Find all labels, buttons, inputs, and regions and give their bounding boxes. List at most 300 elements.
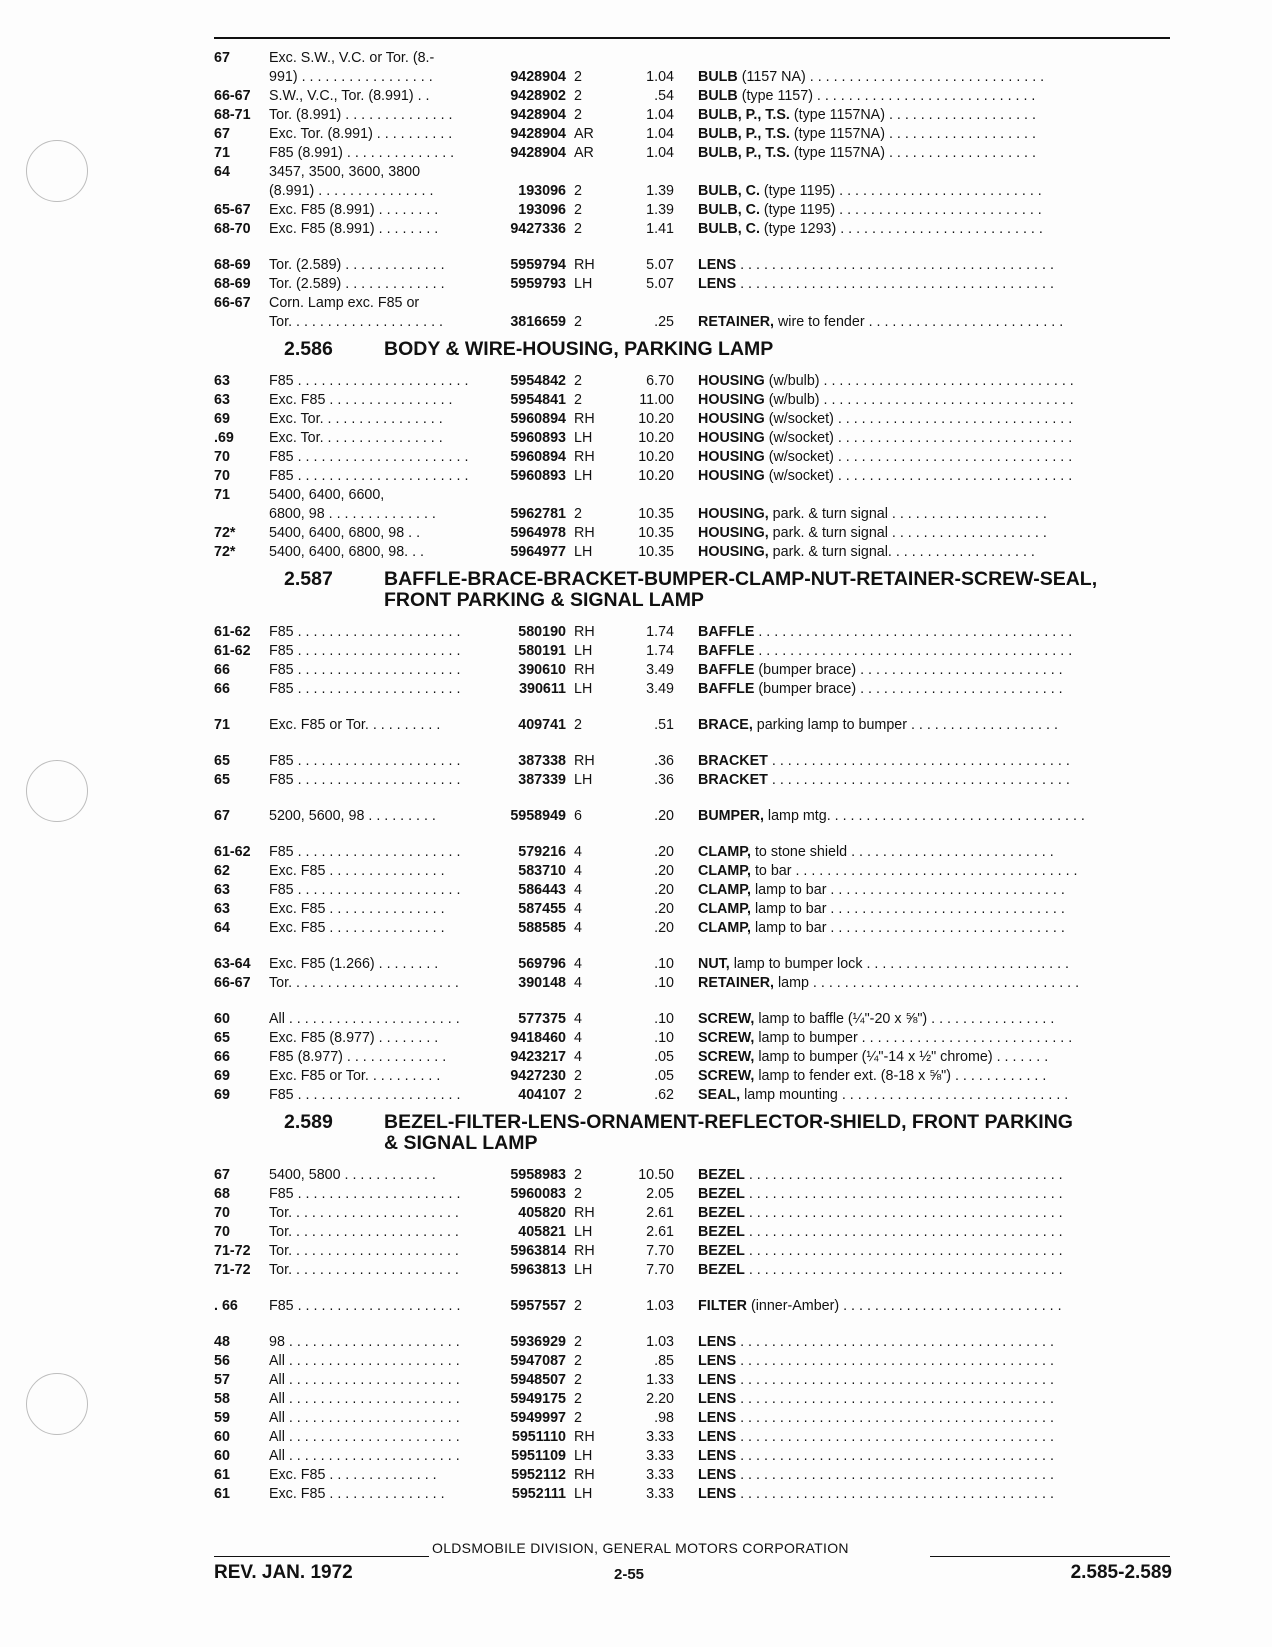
part-number: 5951110 [511,1429,566,1445]
part-name-keyword: BULB, C. [698,221,760,237]
list-price: 5.07 [646,276,674,292]
part-name-keyword: BUMPER, [698,808,764,824]
parts-row [214,1048,1170,1067]
part-name-detail: lamp . . . . . . . . . . . . . . . . . . . . . . . . . . . . . . . . . . [774,975,1080,991]
part-name [674,220,1170,239]
quantity: 2 [574,107,582,123]
model-year: 69 [214,411,230,427]
part-name-keyword: LENS [698,1467,737,1483]
part-name-detail: (w/socket) . . . . . . . . . . . . . . . . . . . . . . . . . . . . . . [764,468,1073,484]
part-number: 5957557 [510,1298,566,1314]
model-year: 66-67 [214,295,251,311]
quantity: 2 [574,1087,582,1103]
part-number: 405821 [518,1224,566,1240]
part-name-keyword: LENS [698,1353,737,1369]
parts-row [214,467,1170,486]
model-year: 60 [214,1448,230,1464]
model-description: F85 . . . . . . . . . . . . . . . . . . . . . [269,1298,461,1314]
list-price: 2.61 [646,1205,674,1221]
part-name-detail: . . . . . . . . . . . . . . . . . . . . . . . . . . . . . . . . . . . . . . . . [736,1429,1054,1445]
parts-row [214,1390,1170,1409]
part-name-keyword: LENS [698,276,737,292]
footer-revision: REV. JAN. 1972 [214,1562,353,1583]
part-number: 5962781 [510,506,566,522]
part-name-keyword: BAFFLE [698,662,755,678]
part-name [674,524,1170,543]
model-year: 71 [214,145,230,161]
model-description: Tor. (2.589) . . . . . . . . . . . . . [269,276,445,292]
part-name-keyword: CLAMP, [698,863,751,879]
part-name-detail: lamp to bumper (¼"-14 x ½" chrome) . . . . . . . [754,1049,1049,1065]
section-title-line: & SIGNAL LAMP [384,1132,538,1154]
model-year: 63 [214,392,230,408]
model-description: All . . . . . . . . . . . . . . . . . . . . . . [269,1391,460,1407]
list-price: .85 [654,1353,674,1369]
part-name [674,1485,1170,1504]
part-name [674,661,1170,680]
parts-row [214,974,1170,993]
parts-row [214,1029,1170,1048]
list-price: 2.61 [646,1224,674,1240]
quantity: RH [574,662,595,678]
model-year: 67 [214,126,230,142]
part-number: 5948507 [510,1372,566,1388]
model-description: 5400, 5800 . . . . . . . . . . . . [269,1167,436,1183]
part-number: 5958983 [510,1167,566,1183]
footer-rule-right [930,1556,1170,1557]
parts-row [214,1485,1170,1504]
part-name-keyword: LENS [698,1448,737,1464]
part-name [674,881,1170,900]
part-name-detail: (w/bulb) . . . . . . . . . . . . . . . . . . . . . . . . . . . . . . . . [764,392,1074,408]
section-title-line: BAFFLE-BRACE-BRACKET-BUMPER-CLAMP-NUT-RETAINER-SCREW-SEAL, [384,568,1098,590]
part-name-detail: (w/bulb) . . . . . . . . . . . . . . . . . . . . . . . . . . . . . . . . [764,373,1074,389]
model-year: 70 [214,449,230,465]
top-rule [214,37,1170,39]
model-year: 67 [214,808,230,824]
part-name [674,144,1170,163]
part-number: 569796 [518,956,566,972]
part-name-detail: . . . . . . . . . . . . . . . . . . . . . . . . . . . . . . . . . . . . . . . . [736,1334,1054,1350]
part-name [674,642,1170,661]
list-price: 1.74 [646,624,674,640]
model-year: 58 [214,1391,230,1407]
quantity: 2 [574,1167,582,1183]
parts-row [214,881,1170,900]
part-name [674,1261,1170,1280]
section-title-line: BODY & WIRE-HOUSING, PARKING LAMP [384,338,774,360]
part-name-keyword: CLAMP, [698,882,751,898]
parts-row [214,862,1170,881]
model-description: Exc. F85 . . . . . . . . . . . . . . . [269,920,445,936]
model-year: 68-69 [214,276,251,292]
quantity: 2 [574,202,582,218]
part-name [674,106,1170,125]
part-name-detail: . . . . . . . . . . . . . . . . . . . . . . . . . . . . . . . . . . . . . . . . [736,1467,1054,1483]
model-description: F85 . . . . . . . . . . . . . . . . . . . . . [269,681,461,697]
model-description: Exc. F85 (8.991) . . . . . . . . [269,202,439,218]
quantity: AR [574,145,594,161]
parts-row [214,294,1170,313]
model-description: Exc. F85 (8.977) . . . . . . . . [269,1030,439,1046]
list-price: 1.04 [646,69,674,85]
part-name-detail: lamp to bumper . . . . . . . . . . . . . . . . . . . . . . . . . . . [754,1030,1073,1046]
part-name-keyword: BULB [698,69,738,85]
part-name-detail: lamp mounting . . . . . . . . . . . . . . . . . . . . . . . . . . . . . [740,1087,1069,1103]
parts-row [214,163,1170,182]
part-number: 5959794 [510,257,566,273]
model-year: 71-72 [214,1262,251,1278]
quantity: LH [574,1224,593,1240]
part-name-detail: (bumper brace) . . . . . . . . . . . . . . . . . . . . . . . . . . [754,662,1063,678]
part-number: 405820 [518,1205,566,1221]
part-number: 9428904 [510,107,566,123]
part-name [674,467,1170,486]
parts-row [214,505,1170,524]
part-name-detail: . . . . . . . . . . . . . . . . . . . . . . . . . . . . . . . . . . . . . . . . [736,257,1054,273]
part-name-keyword: RETAINER, [698,975,774,991]
list-price: 3.33 [646,1467,674,1483]
quantity: 4 [574,882,582,898]
part-number: 5936929 [510,1334,566,1350]
part-name-detail: . . . . . . . . . . . . . . . . . . . . . . . . . . . . . . . . . . . . . . [767,772,1070,788]
part-name [674,771,1170,790]
model-year: 66 [214,1049,230,1065]
list-price: .54 [654,88,674,104]
parts-row [214,182,1170,201]
part-number: 580190 [518,624,566,640]
part-name [674,313,1170,332]
part-name-keyword: HOUSING [698,430,765,446]
part-number: 587455 [518,901,566,917]
parts-row [214,1185,1170,1204]
quantity: LH [574,430,593,446]
model-description: 6800, 98 . . . . . . . . . . . . . . [269,506,436,522]
part-number: 588585 [518,920,566,936]
model-description: All . . . . . . . . . . . . . . . . . . . . . . [269,1372,460,1388]
part-name-keyword: BRACKET [698,753,768,769]
part-name [674,752,1170,771]
parts-row [214,1333,1170,1352]
quantity: 4 [574,1030,582,1046]
part-name-keyword: LENS [698,1391,737,1407]
parts-row [214,1204,1170,1223]
parts-row [214,256,1170,275]
quantity: 2 [574,1068,582,1084]
model-description: F85 . . . . . . . . . . . . . . . . . . . . . [269,662,461,678]
part-name [674,919,1170,938]
part-name-keyword: LENS [698,257,737,273]
model-year: 68-71 [214,107,251,123]
list-price: .05 [654,1049,674,1065]
part-name [674,1048,1170,1067]
part-name [674,1010,1170,1029]
part-name-detail: . . . . . . . . . . . . . . . . . . . . . . . . . . . . . . . . . . . . . . . . [736,1410,1054,1426]
part-name-detail: . . . . . . . . . . . . . . . . . . . . . . . . . . . . . . . . . . . . . . . . [754,643,1073,659]
part-name-keyword: LENS [698,1334,737,1350]
part-name-detail: lamp to baffle (¼"-20 x ⅝") . . . . . . . . . . . . . . . . [754,1011,1055,1027]
punch-hole-middle [26,760,88,822]
model-year: 66-67 [214,88,251,104]
part-name-detail: . . . . . . . . . . . . . . . . . . . . . . . . . . . . . . . . . . . . . . . . [754,624,1073,640]
part-name-keyword: FILTER [698,1298,747,1314]
part-name [674,623,1170,642]
model-description: All . . . . . . . . . . . . . . . . . . . . . . [269,1353,460,1369]
parts-row [214,1297,1170,1316]
part-name-keyword: LENS [698,1372,737,1388]
part-name-detail: lamp to bumper lock . . . . . . . . . . . . . . . . . . . . . . . . . . [729,956,1070,972]
section-heading [214,339,1170,360]
model-description: Tor. (2.589) . . . . . . . . . . . . . [269,257,445,273]
part-name-detail: to bar . . . . . . . . . . . . . . . . . . . . . . . . . . . . . . . . . . . . [750,863,1078,879]
part-name-detail: parking lamp to bumper . . . . . . . . . . . . . . . . . . . [752,717,1058,733]
quantity: RH [574,1243,595,1259]
quantity: 6 [574,808,582,824]
part-name [674,275,1170,294]
part-name-keyword: HOUSING, [698,544,769,560]
model-year: 63 [214,373,230,389]
quantity: 2 [574,69,582,85]
model-description: 5400, 6400, 6800, 98. . . [269,544,425,560]
model-year: 60 [214,1429,230,1445]
section-title [384,569,1170,611]
parts-row [214,771,1170,790]
part-name [674,543,1170,562]
model-description: Exc. F85 . . . . . . . . . . . . . . . [269,1486,445,1502]
part-number: 5952112 [511,1467,566,1483]
parts-row [214,1086,1170,1105]
list-price: 3.33 [646,1486,674,1502]
model-year: 62 [214,863,230,879]
parts-row [214,1223,1170,1242]
list-price: .20 [654,808,674,824]
model-year: 65 [214,1030,230,1046]
list-price: 2.20 [646,1391,674,1407]
list-price: 1.04 [646,126,674,142]
quantity: 4 [574,1011,582,1027]
part-name-detail: . . . . . . . . . . . . . . . . . . . . . . . . . . . . . . . . . . . . . . . . [736,1372,1054,1388]
part-number: 193096 [518,183,566,199]
model-year: .69 [214,430,234,446]
part-name-detail: . . . . . . . . . . . . . . . . . . . . . . . . . . . . . . . . . . . . . . . . [736,276,1054,292]
quantity: LH [574,1262,593,1278]
part-name-keyword: SEAL, [698,1087,741,1103]
list-price: 1.39 [646,202,674,218]
parts-row [214,372,1170,391]
footer-page-number: 2-55 [614,1566,645,1583]
part-name-detail: . . . . . . . . . . . . . . . . . . . . . . . . . . . . . . . . . . . . . . . . [736,1448,1054,1464]
list-price: .98 [654,1410,674,1426]
model-year: 72* [214,544,236,560]
list-price: 1.04 [646,145,674,161]
parts-row [214,106,1170,125]
model-description: Exc. Tor. . . . . . . . . . . . . . . . [269,430,443,446]
model-year: 70 [214,1224,230,1240]
model-description: Tor. . . . . . . . . . . . . . . . . . . . . . [269,1243,459,1259]
model-description: F85 (8.991) . . . . . . . . . . . . . . [269,145,455,161]
list-price: 7.70 [646,1243,674,1259]
part-name [674,125,1170,144]
list-price: 11.00 [639,392,674,408]
quantity: 2 [574,1186,582,1202]
model-year: 64 [214,164,230,180]
part-number: 387339 [518,772,566,788]
model-description: F85 . . . . . . . . . . . . . . . . . . . . . [269,643,461,659]
part-name-keyword: CLAMP, [698,901,751,917]
model-description: All . . . . . . . . . . . . . . . . . . . . . . [269,1011,460,1027]
part-number: 193096 [518,202,566,218]
list-price: 1.39 [646,183,674,199]
part-name [674,1447,1170,1466]
parts-row [214,448,1170,467]
quantity: 2 [574,1334,582,1350]
part-name-detail: park. & turn signal. . . . . . . . . . . . . . . . . . . [768,544,1035,560]
list-price: .10 [654,1030,674,1046]
model-description: F85 . . . . . . . . . . . . . . . . . . . . . . [269,468,469,484]
part-number: 5952111 [511,1486,566,1502]
part-number: 5947087 [510,1353,566,1369]
part-number: 9427336 [510,221,566,237]
part-name [674,843,1170,862]
quantity: RH [574,449,595,465]
section-number: 2.587 [284,568,333,590]
parts-row [214,391,1170,410]
list-price: .20 [654,901,674,917]
quantity: 4 [574,901,582,917]
part-name-keyword: HOUSING, [698,525,769,541]
model-description: 5200, 5600, 98 . . . . . . . . . [269,808,436,824]
parts-row [214,752,1170,771]
parts-row [214,1466,1170,1485]
model-year: 71-72 [214,1243,251,1259]
model-description: All . . . . . . . . . . . . . . . . . . . . . . [269,1429,460,1445]
part-name [674,716,1170,735]
model-year: 59 [214,1410,230,1426]
part-name [674,448,1170,467]
parts-row [214,1371,1170,1390]
part-name-keyword: BULB, P., T.S. [698,107,790,123]
part-number: 387338 [518,753,566,769]
part-number: 5949997 [510,1410,566,1426]
quantity: LH [574,544,593,560]
part-name-detail: . . . . . . . . . . . . . . . . . . . . . . . . . . . . . . . . . . . . . . [767,753,1070,769]
model-year: 64 [214,920,230,936]
part-name [674,391,1170,410]
part-name [674,68,1170,87]
model-description: All . . . . . . . . . . . . . . . . . . . . . . [269,1448,460,1464]
part-name-detail: . . . . . . . . . . . . . . . . . . . . . . . . . . . . . . . . . . . . . . . . [744,1205,1063,1221]
parts-row [214,87,1170,106]
part-name-detail: park. & turn signal . . . . . . . . . . . . . . . . . . . . [768,525,1047,541]
part-name-keyword: HOUSING, [698,506,769,522]
quantity: 2 [574,1391,582,1407]
quantity: RH [574,1467,595,1483]
parts-row [214,313,1170,332]
model-description: 5400, 6400, 6600, [269,487,385,503]
part-name [674,1352,1170,1371]
part-name-keyword: BEZEL [698,1224,745,1240]
list-price: 2.05 [646,1186,674,1202]
part-number: 9428904 [510,69,566,85]
section-title [384,1112,1170,1154]
model-year: 69 [214,1068,230,1084]
part-name-keyword: SCREW, [698,1049,755,1065]
part-name [674,182,1170,201]
part-number: 579216 [518,844,566,860]
list-price: 1.41 [646,221,674,237]
model-description: S.W., V.C., Tor. (8.991) . . [269,88,430,104]
section-number: 2.586 [284,338,333,360]
part-number: 5960894 [510,449,566,465]
part-name [674,1086,1170,1105]
parts-row [214,1166,1170,1185]
quantity: 2 [574,1372,582,1388]
model-description: 991) . . . . . . . . . . . . . . . . . [269,69,433,85]
parts-row [214,1067,1170,1086]
list-price: .20 [654,920,674,936]
model-year: 68-70 [214,221,251,237]
model-description: Exc. Tor. (8.991) . . . . . . . . . . [269,126,453,142]
parts-row [214,524,1170,543]
part-number: 390610 [518,662,566,678]
list-price: 10.35 [638,506,674,522]
part-number: 390611 [519,681,566,697]
model-year: 66-67 [214,975,251,991]
list-price: 10.20 [638,468,674,484]
parts-row [214,543,1170,562]
model-description: F85 . . . . . . . . . . . . . . . . . . . . . [269,844,461,860]
list-price: .20 [654,882,674,898]
list-price: .25 [654,314,674,330]
model-description: 98 . . . . . . . . . . . . . . . . . . . . . . [269,1334,460,1350]
parts-row [214,642,1170,661]
list-price: 10.20 [638,449,674,465]
quantity: RH [574,624,595,640]
part-number: 5958949 [510,808,566,824]
list-price: 1.03 [646,1334,674,1350]
list-price: 10.35 [638,544,674,560]
parts-row [214,1261,1170,1280]
model-year: 61-62 [214,624,251,640]
parts-row [214,49,1170,68]
model-year: 48 [214,1334,230,1350]
model-description: Tor. (8.991) . . . . . . . . . . . . . . [269,107,453,123]
part-name-keyword: HOUSING [698,468,765,484]
model-year: 60 [214,1011,230,1027]
model-year: 70 [214,1205,230,1221]
part-number: 5949175 [510,1391,566,1407]
part-number: 409741 [518,717,566,733]
model-description: Corn. Lamp exc. F85 or [269,295,420,311]
model-year: 71 [214,717,230,733]
part-name [674,1204,1170,1223]
model-year: 63 [214,901,230,917]
model-year: 65-67 [214,202,251,218]
quantity: 4 [574,844,582,860]
part-number: 9428904 [510,126,566,142]
model-description: Exc. F85 (8.991) . . . . . . . . [269,221,439,237]
part-name [674,1409,1170,1428]
part-name [674,1185,1170,1204]
quantity: 2 [574,506,582,522]
part-number: 5963813 [510,1262,566,1278]
part-name-keyword: BULB [698,88,738,104]
part-name-keyword: NUT, [698,956,730,972]
quantity: 4 [574,956,582,972]
parts-row [214,680,1170,699]
part-number: 5951109 [511,1448,566,1464]
model-year: 65 [214,772,230,788]
